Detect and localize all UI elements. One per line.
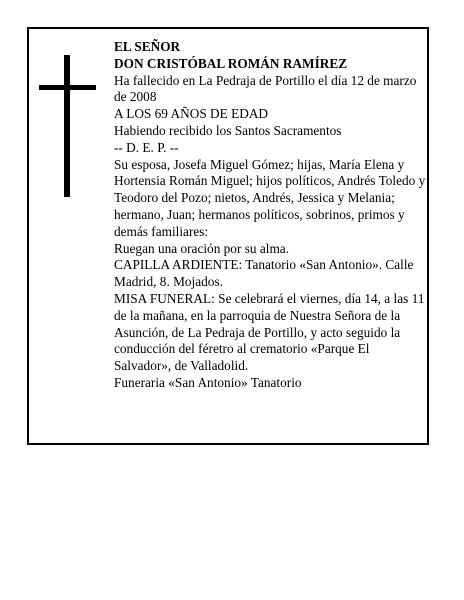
prayer-line: Ruegan una oración por su alma. (114, 240, 290, 256)
mass-paragraph: MISA FUNERAL: Se celebrará el viernes, día 14, a las 11 de la mañana, en la parroquia de Nuestra Señora de la Asunción, de La Pedraja de Portillo, y acto seguido la conducción del féretro al crematorio «Parque El Salvador», de Valladolid. (114, 290, 425, 374)
death-statement: Ha fallecido en La Pedraja de Portillo el día 12 de marzo de 2008 (114, 72, 417, 105)
cross-icon (64, 55, 70, 197)
sacraments-line: Habiendo recibido los Santos Sacramentos (114, 122, 342, 138)
rip-line: -- D. E. P. -- (114, 139, 179, 155)
obituary-text (114, 39, 426, 392)
funeral-home-line: Funeraria «San Antonio» Tanatorio (114, 374, 302, 390)
chapel-paragraph: CAPILLA ARDIENTE: Tanatorio «San Antonio». Calle Madrid, 8. Mojados. (114, 257, 414, 290)
obituary-title: EL SEÑOR (114, 39, 181, 54)
age-line: A LOS 69 AÑOS DE EDAD (114, 106, 269, 122)
deceased-name: DON CRISTÓBAL ROMÁN RAMÍREZ (114, 55, 348, 71)
cross-icon-bar (39, 85, 96, 90)
family-paragraph: Su esposa, Josefa Miguel Gómez; hijas, María Elena y Hortensia Román Miguel; hijos políticos, Andrés Toledo y Teodoro del Pozo; nietos, Andrés, Jessica y Melania; hermano, Juan; hermanos políticos, sobrinos, primos y demás familiares: (114, 156, 426, 239)
